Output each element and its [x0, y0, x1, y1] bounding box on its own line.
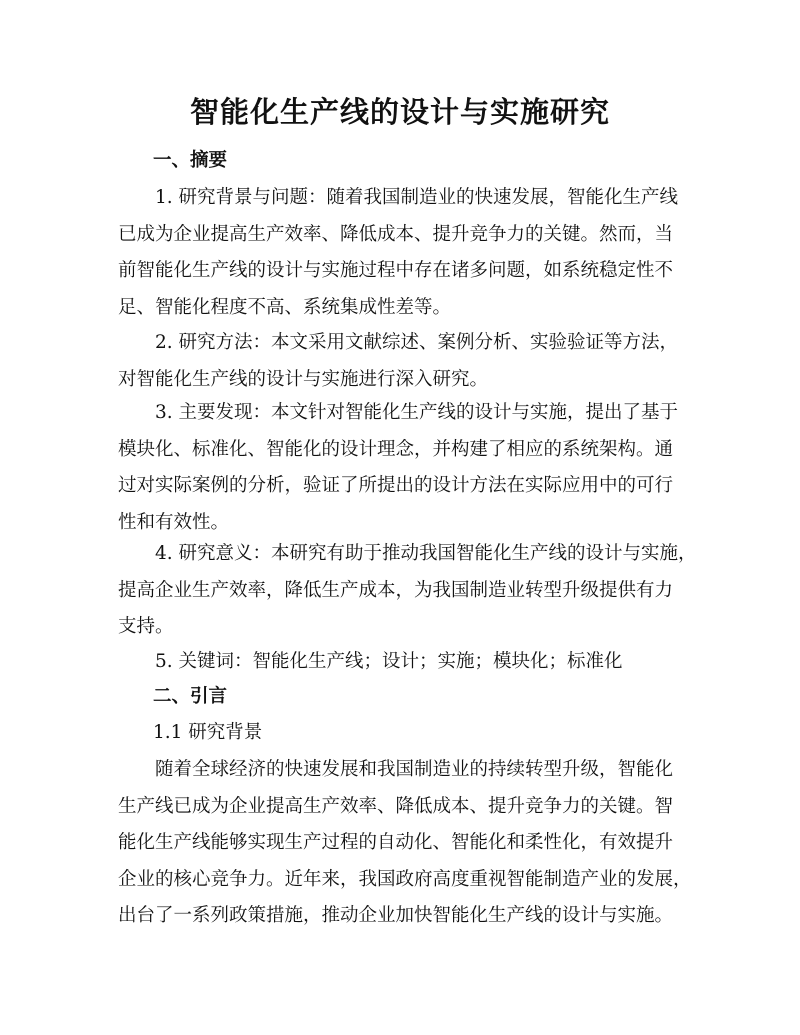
- abstract-item-4: [118, 536, 697, 646]
- section-heading-introduction: 二、引言: [153, 686, 228, 707]
- text-line: 生产线已成为企业提高生产效率、降低成本、提升竞争力的关键。智: [118, 795, 674, 817]
- text-line: 2. 研究方法：本文采用文献综述、案例分析、实验验证等方法，: [155, 332, 679, 353]
- text-line: 模块化、标准化、智能化的设计理念，并构建了相应的系统架构。通: [118, 438, 674, 460]
- text-line: 前智能化生产线的设计与实施过程中存在诸多问题，如系统稳定性不: [118, 260, 674, 281]
- introduction-paragraph: [118, 752, 692, 935]
- document-title: 智能化生产线的设计与实施研究: [189, 95, 610, 129]
- text-line: 3. 主要发现：本文针对智能化生产线的设计与实施，提出了基于: [155, 402, 679, 423]
- keywords-line: 5. 关键词：智能化生产线；设计；实施；模块化；标准化: [155, 651, 623, 672]
- text-line: 能化生产线能够实现生产过程的自动化、智能化和柔性化，有效提升: [118, 832, 674, 853]
- text-line: 支持。: [118, 616, 174, 637]
- abstract-item-3: [118, 395, 683, 541]
- text-line: 出台了一系列政策措施，推动企业加快智能化生产线的设计与实施。: [118, 905, 674, 926]
- section-heading-abstract: 一、摘要: [153, 150, 228, 171]
- text-line: 4. 研究意义：本研究有助于推动我国智能化生产线的设计与实施，: [155, 543, 697, 564]
- subsection-heading-background: 1.1 研究背景: [153, 722, 263, 743]
- text-line: 1. 研究背景与问题：随着我国制造业的快速发展，智能化生产线: [155, 187, 679, 208]
- text-line: 提高企业生产效率，降低生产成本，为我国制造业转型升级提供有力: [118, 579, 674, 601]
- abstract-item-2: [118, 325, 683, 398]
- text-line: 性和有效性。: [118, 511, 230, 533]
- text-line: 过对实际案例的分析，验证了所提出的设计方法在实际应用中的可行: [118, 475, 674, 496]
- abstract-item-1: [118, 180, 683, 326]
- text-line: 对智能化生产线的设计与实施进行深入研究。: [118, 368, 489, 390]
- text-line: 已成为企业提高生产效率、降低成本、提升竞争力的关键。然而，当: [118, 223, 674, 245]
- abstract-item-5: [118, 644, 683, 681]
- text-line: 足、智能化程度不高、系统集成性差等。: [118, 296, 452, 318]
- text-line: 企业的核心竞争力。近年来，我国政府高度重视智能制造产业的发展，: [118, 868, 692, 890]
- text-line: 随着全球经济的快速发展和我国制造业的持续转型升级，智能化: [155, 759, 674, 780]
